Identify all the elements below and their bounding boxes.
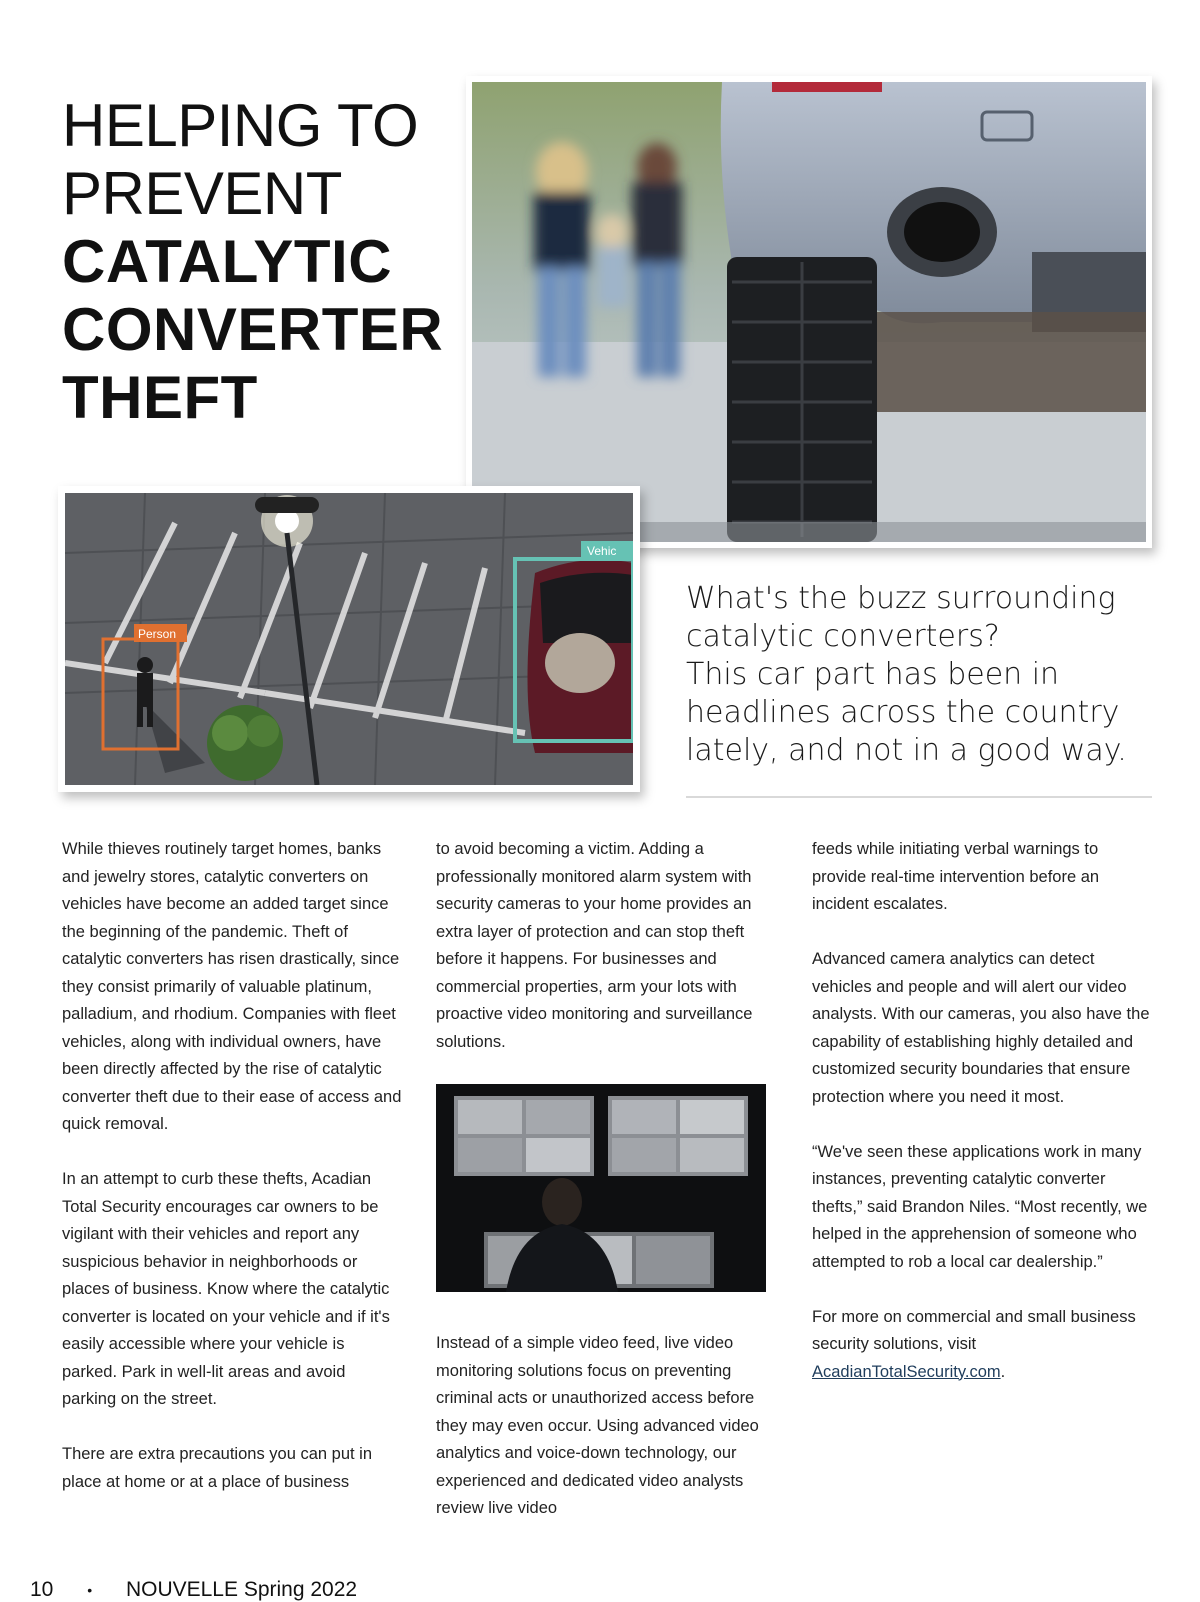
body-paragraph: feeds while initiating verbal warnings to provide real-time intervention before an incident escalates. (812, 840, 1100, 913)
parking-lot-image (65, 493, 633, 785)
website-link[interactable]: AcadianTotalSecurity.com (812, 1362, 1001, 1381)
headline-line-2: PREVENT (62, 160, 342, 227)
article-column-1 (62, 836, 402, 1524)
pull-quote-divider (686, 796, 1152, 798)
body-paragraph: In an attempt to curb these thefts, Acadian Total Security encourages car owners to be vigilant with their vehicles and report any suspicious behavior in neighborhoods or places of business. Know where the catalytic converter is located on your vehicle and if it's easily accessible where your vehicle is parked. Park in well-lit areas and avoid parking on the street. (62, 1170, 390, 1408)
parking-lot-analytics-photo (58, 486, 640, 792)
article-column-3 (812, 836, 1152, 1414)
pull-quote-question: What's the buzz surrounding catalytic converters? (686, 581, 1116, 654)
pull-quote (686, 580, 1156, 770)
article-column-2 (436, 836, 776, 1550)
body-paragraph: While thieves routinely target homes, banks and jewelry stores, catalytic converters on vehicles have become an added target since the beginning of the pandemic. Theft of catalytic converters has risen drastically, since they consist primarily of valuable platinum, palladium, and rhodium. Companies with fleet vehicles, along with individual owners, have been directly affected by the rise of catalytic converter theft due to their ease of access and quick removal. (62, 840, 402, 1133)
closing-period: . (1000, 1362, 1006, 1381)
page-title (62, 92, 442, 432)
publication-name: NOUVELLE Spring 2022 (125, 1578, 358, 1601)
page-footer (30, 1578, 357, 1602)
car-exhaust-photo (466, 76, 1152, 548)
headline-line-5: THEFT (62, 364, 258, 431)
closing-paragraph (812, 1304, 1152, 1387)
monitoring-center-photo (436, 1084, 766, 1292)
vehicle-detection-label: Vehic (587, 544, 617, 558)
car-exhaust-image (472, 82, 1146, 542)
page-number: 10 (30, 1578, 54, 1601)
headline-line-4: CONVERTER (62, 296, 444, 363)
pull-quote-answer: This car part has been in headlines across the country lately, and not in a good way. (686, 657, 1127, 768)
closing-text: For more on commercial and small business security solutions, visit (812, 1307, 1136, 1353)
body-paragraph: Advanced camera analytics can detect vehicles and people and will alert our video analysts. With our cameras, you also have the capability of establishing highly detailed and customized security boundaries that ensure protection where you need it most. (812, 950, 1150, 1106)
body-paragraph: “We've seen these applications work in many instances, preventing catalytic converter thefts,” said Brandon Niles. “Most recently, we helped in the apprehension of someone who attempted to rob a local car dealership.” (812, 1142, 1148, 1271)
body-paragraph: There are extra precautions you can put in place at home or at a place of business (62, 1445, 373, 1491)
body-paragraph: to avoid becoming a victim. Adding a professionally monitored alarm system with security cameras to your home provides an extra layer of protection and can stop theft before it happens. For businesses and commercial properties, arm your lots with proactive video monitoring and surveillance solutions. (436, 840, 753, 1051)
person-detection-label: Person (138, 627, 177, 641)
headline-line-1: HELPING TO (62, 92, 419, 159)
headline-line-3: CATALYTIC (62, 228, 393, 295)
body-paragraph: Instead of a simple video feed, live video monitoring solutions focus on preventing criminal acts or unauthorized access before they may even occur. Using advanced video analytics and voice-down technology, our experienced and dedicated video analysts review live video (436, 1334, 759, 1517)
footer-separator: • (87, 1582, 93, 1599)
monitoring-center-image (436, 1084, 766, 1292)
